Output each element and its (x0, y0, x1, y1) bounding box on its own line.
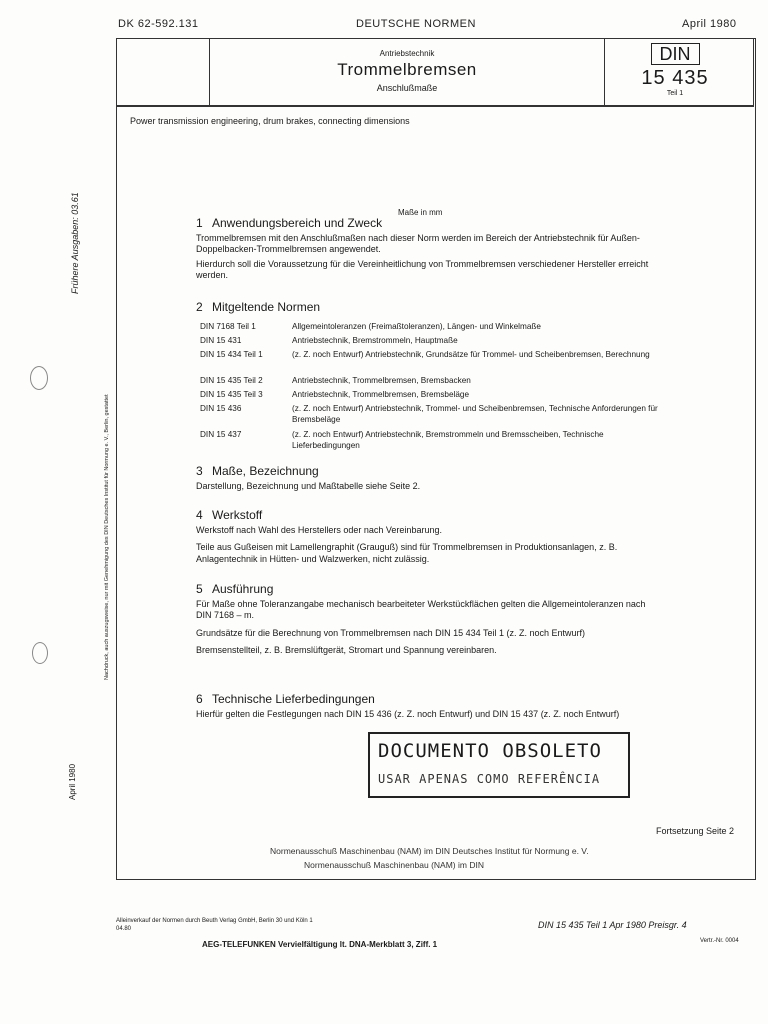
document-title: Trommelbremsen (337, 60, 477, 79)
ref-text: Allgemeintoleranzen (Freimaßtoleranzen), Längen- und Winkelmaße (292, 322, 541, 331)
section-6-heading (196, 694, 656, 706)
section-4-heading (196, 510, 656, 522)
din-block (605, 41, 745, 97)
copy-note: AEG-TELEFUNKEN Vervielfältigung lt. DNA-Merkblatt 3, Ziff. 1 (202, 940, 438, 949)
section-5 (196, 584, 656, 657)
footer-code: 04.80 (116, 926, 132, 932)
section-1-heading (196, 218, 656, 230)
section-3-number: 3 (196, 464, 203, 478)
section-3-title: Maße, Bezeichnung (212, 464, 319, 478)
section-5-para-3: Bremsenstellteil, z. B. Bremslüftgerät, Stromart und Spannung vereinbaren. (196, 645, 497, 655)
publisher-note: Alleinverkauf der Normen durch Beuth Verlag GmbH, Berlin 30 und Köln 1 (116, 918, 313, 924)
ref-text: (z. Z. noch Entwurf) Antriebstechnik, Bremstrommeln und Bremsscheiben, Technische Lieferbedingungen (292, 430, 604, 450)
stamp-line-1: DOCUMENTO OBSOLETO (378, 740, 602, 762)
section-1-title: Anwendungsbereich und Zweck (212, 216, 383, 230)
reprint-note: Nachdruck, auch auszugsweise, nur mit Genehmigung des DIN Deutsches Institut für Normung e. V., Berlin, gestattet (104, 394, 110, 680)
section-5-para-2: Grundsätze für die Berechnung von Trommelbremsen nach DIN 15 434 Teil 1 (z. Z. noch Entwurf) (196, 627, 586, 638)
section-6-number: 6 (196, 692, 203, 706)
section-6 (196, 694, 656, 720)
section-1 (196, 218, 656, 282)
ref-text: Antriebstechnik, Bremstrommeln, Hauptmaße (292, 336, 458, 345)
punch-hole (30, 366, 48, 390)
section-6-title: Technische Lieferbedingungen (212, 692, 375, 706)
section-4-para-2: Teile aus Gußeisen mit Lamellengraphit (Grauguß) sind für Trommelbremsen in Produktionsanlagen, z. B. Anlagentechnik in Hütten- und Walzwerken, nicht zulässig. (196, 542, 618, 564)
footer-reference: DIN 15 435 Teil 1 Apr 1980 Preisgr. 4 (538, 920, 687, 930)
section-2-title: Mitgeltende Normen (212, 300, 321, 314)
section-4 (196, 510, 656, 565)
ref-code: DIN 15 436 (200, 404, 242, 413)
committee-line-2: Normenausschuß Maschinenbau (NAM) im DIN (304, 860, 484, 870)
section-2 (196, 302, 656, 314)
section-3-para-1: Darstellung, Bezeichnung und Maßtabelle siehe Seite 2. (196, 480, 421, 491)
ref-code: DIN 15 435 Teil 2 (200, 376, 263, 385)
punch-hole (32, 642, 48, 664)
section-1-number: 1 (196, 216, 203, 230)
stamp-line-2: USAR APENAS COMO REFERÊNCIA (378, 772, 601, 786)
ref-text: (z. Z. noch Entwurf) Antriebstechnik, Trommel- und Scheibenbremsen, Technische Anforderungen für Bremsbeläge (292, 404, 658, 424)
document-subtitle: Anschlußmaße (376, 83, 438, 93)
issue-date: April 1980 (682, 18, 737, 30)
section-5-heading (196, 584, 656, 596)
ref-text: Antriebstechnik, Trommelbremsen, Bremsbacken (292, 376, 471, 385)
ref-code: DIN 15 434 Teil 1 (200, 350, 263, 359)
section-3-heading (196, 466, 656, 478)
footer-vertr: Vertr.-Nr. 0004 (700, 938, 739, 944)
din-number: 15 435 (641, 67, 709, 89)
title-block (116, 38, 754, 106)
section-1-para-1: Trommelbremsen mit den Anschlußmaßen nach dieser Norm werden im Bereich der Antriebstechnik für Außen-Doppelbacken-Trommelbremsen angewendet. (196, 232, 640, 254)
section-3 (196, 466, 656, 492)
din-logo: DIN (651, 43, 700, 65)
margin-date: April 1980 (68, 763, 77, 800)
obsolete-stamp (368, 732, 630, 798)
section-5-title: Ausführung (212, 582, 274, 596)
section-4-title: Werkstoff (212, 508, 263, 522)
section-2-heading (196, 302, 656, 314)
ref-text: (z. Z. noch Entwurf) Antriebstechnik, Grundsätze für Trommel- und Scheibenbremsen, Berechnung (292, 350, 650, 359)
category-label: Antriebstechnik (379, 49, 435, 58)
section-6-para-1: Hierfür gelten die Festlegungen nach DIN 15 436 (z. Z. noch Entwurf) und DIN 15 437 (z. Z. noch Entwurf) (196, 708, 620, 719)
ref-code: DIN 15 431 (200, 336, 242, 345)
units-note: Maße in mm (398, 208, 443, 217)
english-title: Power transmission engineering, drum brakes, connecting dimensions (130, 116, 410, 126)
continuation-note: Fortsetzung Seite 2 (656, 826, 735, 836)
section-4-para-1: Werkstoff nach Wahl des Herstellers oder nach Vereinbarung. (196, 524, 442, 535)
ref-text: Antriebstechnik, Trommelbremsen, Bremsbeläge (292, 390, 470, 399)
din-part: Teil 1 (666, 90, 684, 97)
section-4-number: 4 (196, 508, 203, 522)
section-5-para-1: Für Maße ohne Toleranzangabe mechanisch bearbeiteter Werkstückflächen gelten die Allgemeintoleranzen nach DIN 7168 – m. (196, 598, 646, 620)
ref-code: DIN 7168 Teil 1 (200, 322, 256, 331)
committee-line-1: Normenausschuß Maschinenbau (NAM) im DIN Deutsches Institut für Normung e. V. (270, 846, 589, 856)
earlier-editions: Frühere Ausgaben: 03.61 (70, 192, 80, 294)
section-2-number: 2 (196, 300, 203, 314)
ref-code: DIN 15 437 (200, 430, 242, 439)
title-divider (116, 106, 754, 107)
ref-code: DIN 15 435 Teil 3 (200, 390, 263, 399)
dk-number: DK 62-592.131 (118, 18, 199, 30)
title-center (209, 39, 605, 105)
section-5-number: 5 (196, 582, 203, 596)
section-1-para-2: Hierdurch soll die Voraussetzung für die Vereinheitlichung von Trommelbremsen verschiedener Hersteller erreicht werden. (196, 258, 649, 280)
series-name: DEUTSCHE NORMEN (356, 18, 476, 30)
